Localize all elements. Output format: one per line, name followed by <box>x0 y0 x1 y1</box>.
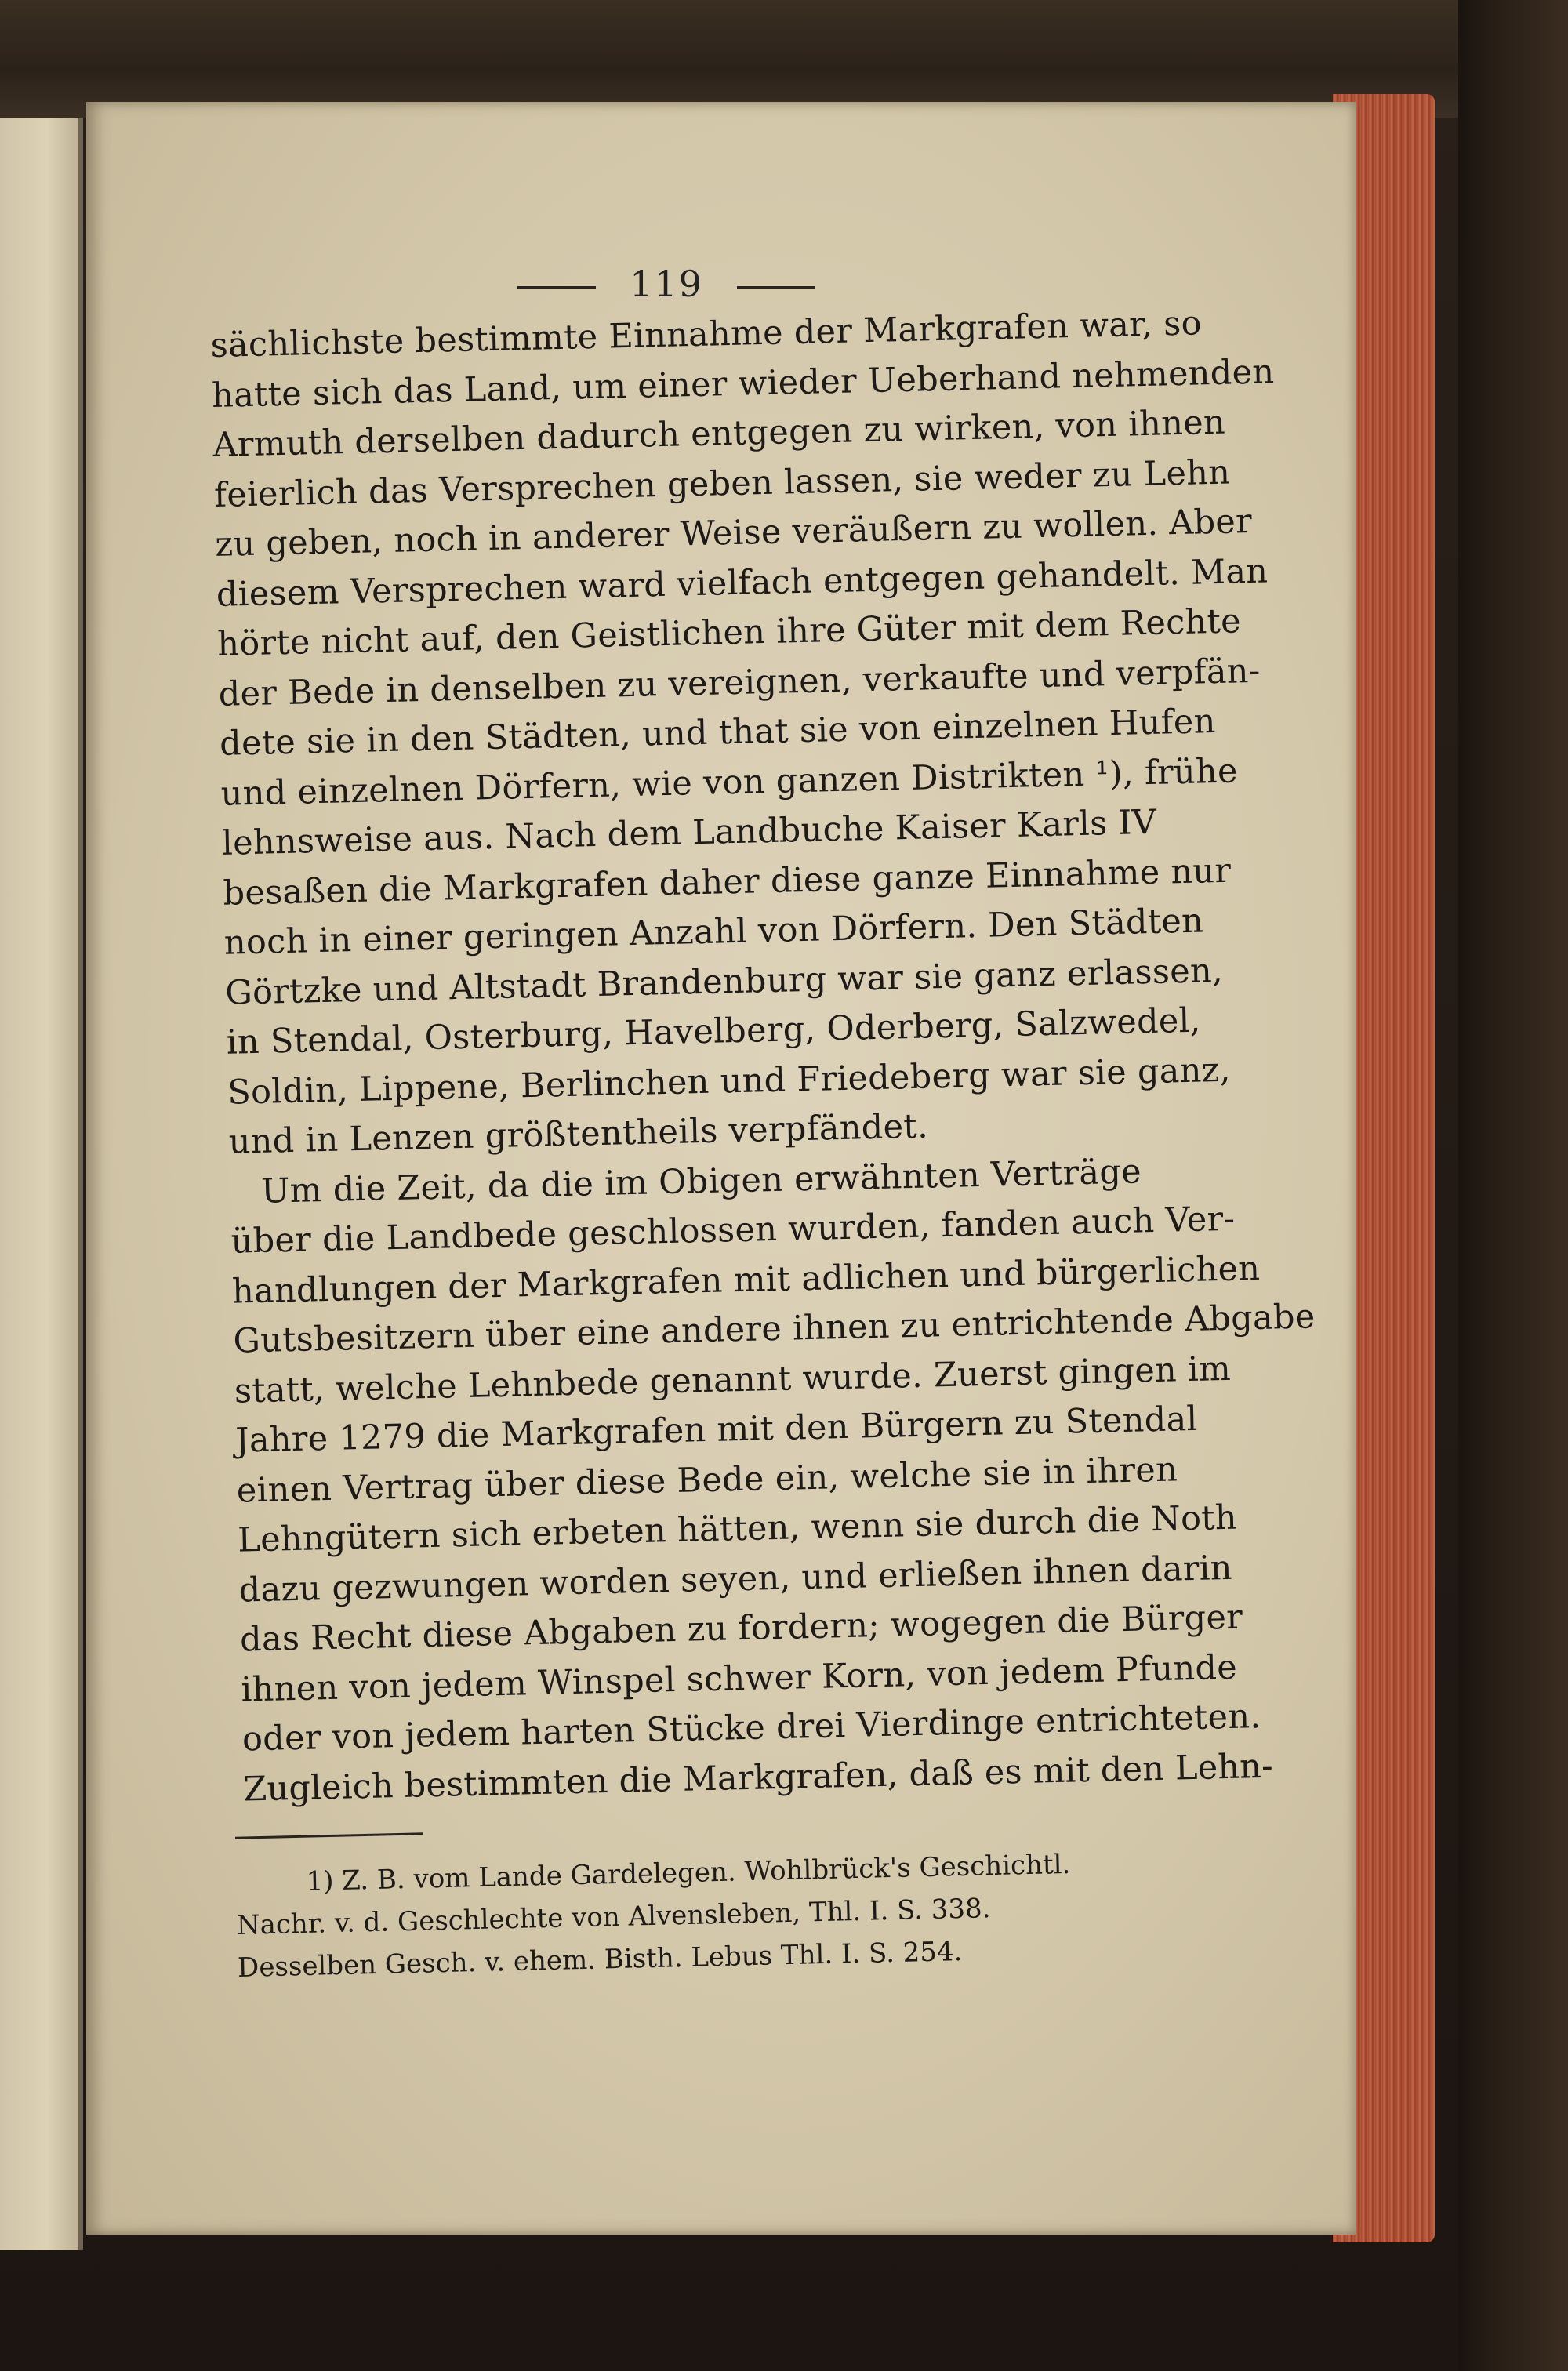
text-line: noch in einer geringen Anzahl von Dörfern. Den Städten <box>223 901 1204 963</box>
header-rule-right <box>737 286 815 289</box>
text-line: über die Landbede geschlossen wurden, fanden auch Ver- <box>230 1199 1236 1262</box>
text-line: statt, welche Lehnbede genannt wurde. Zuerst gingen im <box>234 1349 1232 1411</box>
text-line: ihnen von jedem Winspel schwer Korn, von jedem Pfunde <box>241 1647 1238 1710</box>
page-header <box>517 263 815 310</box>
body-text <box>210 300 1316 1815</box>
book-cover-right <box>1458 0 1568 2371</box>
text-line: das Recht diese Abgaben zu fordern; wogegen die Bürger <box>239 1597 1243 1660</box>
text-line: lehnsweise aus. Nach dem Landbuche Kaiser Karls IV <box>221 802 1157 863</box>
text-line: zu geben, noch in anderer Weise veräußern zu wollen. Aber <box>214 501 1253 565</box>
text-line: Soldin, Lippene, Berlinchen und Friedeberg war sie ganz, <box>227 1050 1232 1113</box>
text-line: in Stendal, Osterburg, Havelberg, Oderberg, Salzwedel, <box>226 1000 1202 1062</box>
text-line: und einzelnen Dörfern, wie von ganzen Distrikten ¹), frühe <box>220 750 1239 814</box>
text-line: hatte sich das Land, um einer wieder Ueberhand nehmenden <box>211 351 1275 416</box>
footnote-line: 1) Z. B. vom Lande Gardelegen. Wohlbrück's Geschichtl. <box>306 1848 1071 1897</box>
footnote-line: Nachr. v. d. Geschlechte von Alvensleben, Thl. I. S. 338. <box>236 1893 991 1941</box>
paragraph-start-line: Um die Zeit, da die im Obigen erwähnten Verträge <box>260 1151 1142 1211</box>
text-line: einen Vertrag über diese Bede ein, welche sie in ihren <box>236 1449 1178 1511</box>
footnotes <box>235 1841 1178 1989</box>
text-line: Armuth derselben dadurch entgegen zu wirken, von ihnen <box>212 402 1226 465</box>
text-line: Zugleich bestimmten die Markgrafen, daß es mit den Lehn- <box>242 1746 1274 1810</box>
footnote-line: Desselben Gesch. v. ehem. Bisth. Lebus Thl. I. S. 254. <box>237 1935 963 1984</box>
facing-page-edge <box>0 118 83 2250</box>
text-line: Görtzke und Altstadt Brandenburg war sie ganz erlassen, <box>224 950 1224 1013</box>
text-line: besaßen die Markgrafen daher diese ganze Einnahme nur <box>222 851 1232 913</box>
text-line: feierlich das Versprechen geben lassen, sie weder zu Lehn <box>213 452 1231 515</box>
text-line: Jahre 1279 die Markgrafen mit den Bürgern zu Stendal <box>234 1399 1199 1461</box>
text-line: dazu gezwungen worden seyen, und erließen ihnen darin <box>238 1548 1233 1610</box>
text-line: sächlichste bestimmte Einnahme der Markgrafen war, so <box>210 303 1203 365</box>
text-line: diesem Versprechen ward vielfach entgegen gehandelt. Man <box>216 550 1269 615</box>
text-line: Gutsbesitzern über eine andere ihnen zu entrichtende Abgabe <box>232 1297 1316 1361</box>
text-line: oder von jedem harten Stücke drei Vierdinge entrichteten. <box>241 1697 1261 1759</box>
page-number: 119 <box>630 263 703 305</box>
text-line: hörte nicht auf, den Geistlichen ihre Güter mit dem Rechte <box>216 601 1242 664</box>
text-line: handlungen der Markgrafen mit adlichen und bürgerlichen <box>231 1248 1261 1312</box>
text-line: der Bede in denselben zu vereignen, verkaufte und verpfän- <box>218 651 1261 714</box>
text-line: Lehngütern sich erbeten hätten, wenn sie durch die Noth <box>237 1498 1238 1560</box>
text-line: und in Lenzen größtentheils verpfändet. <box>228 1106 929 1162</box>
text-line: dete sie in den Städten, und that sie von einzelnen Hufen <box>219 702 1217 764</box>
